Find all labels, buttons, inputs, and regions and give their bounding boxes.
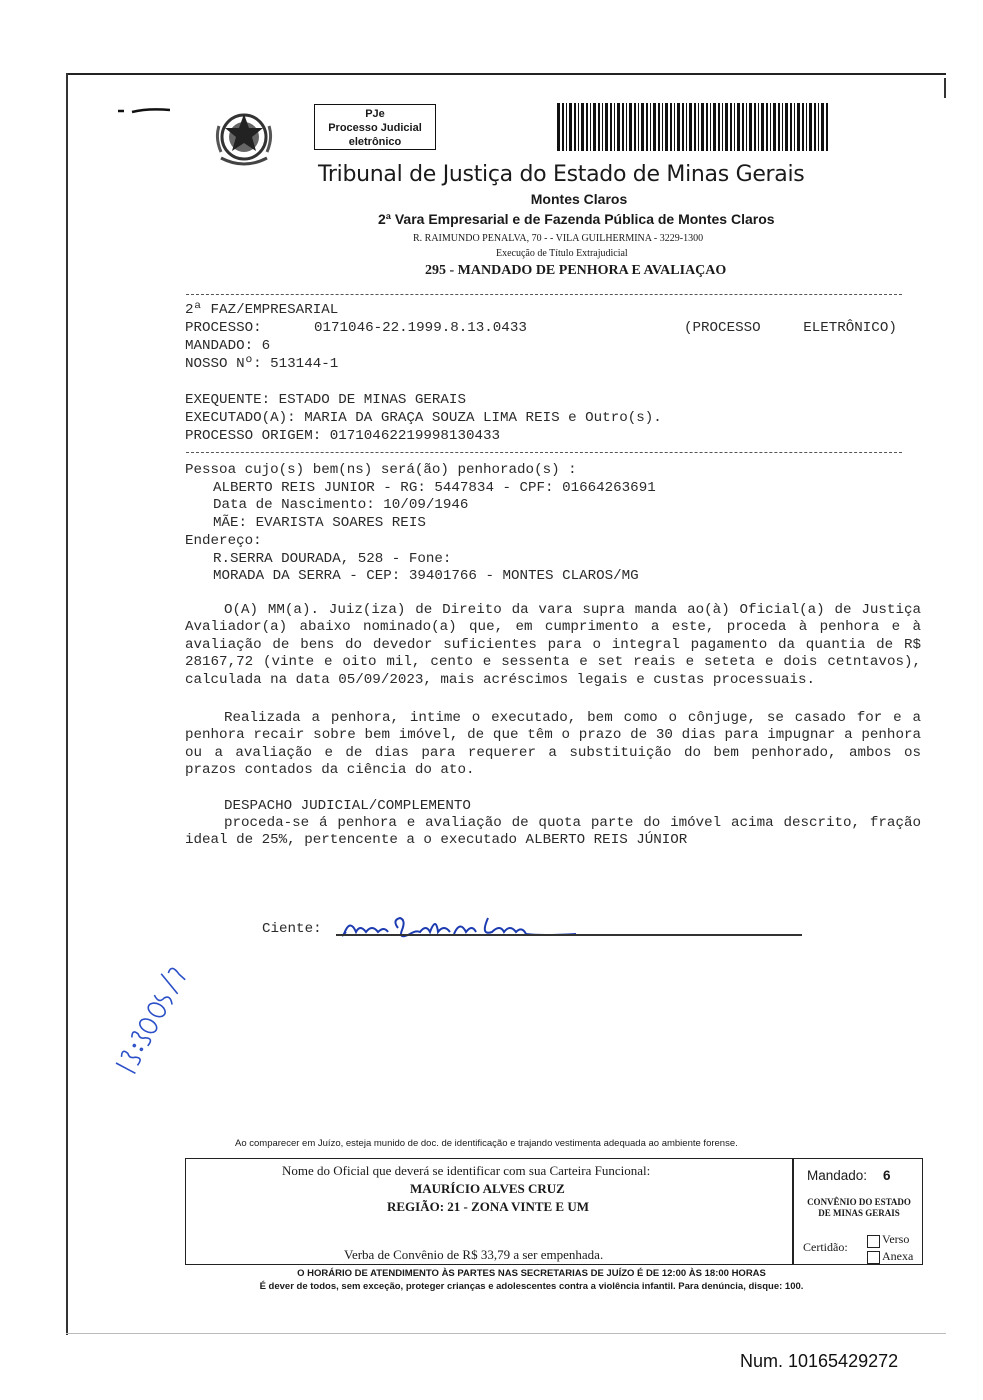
barcode-bar: [782, 103, 783, 151]
barcode-bar: [598, 103, 600, 151]
scan-mark: [118, 108, 170, 114]
barcode-bar: [730, 103, 732, 151]
sheet-left-edge: [66, 73, 68, 1335]
barcode-bar: [622, 103, 624, 151]
barcode-bar: [650, 103, 651, 151]
pje-subtitle: Processo Judicial: [328, 122, 422, 134]
barcode-bar: [706, 103, 708, 151]
officer-box-divider: [792, 1158, 794, 1265]
execution-type: Execução de Título Extrajudicial: [496, 248, 628, 259]
barcode-bar: [658, 103, 660, 151]
divider: [186, 294, 902, 295]
barcode-bar: [694, 103, 696, 151]
processo-origem: PROCESSO ORIGEM: 01710462219998130433: [185, 428, 501, 444]
barcode-bar: [578, 103, 579, 151]
barcode-bar: [662, 103, 663, 151]
intimation-paragraph: Realizada a penhora, intime o executado, bem como o cônjuge, se casado for e a penhora recair sobre bem imóvel, de que têm o prazo de 30 dias para impugnar a penhora ou a avaliação e de dias para requerer a substituição do bem penhorado, ambos os prazos contados da ciência do ato.: [185, 710, 921, 779]
barcode-bar: [778, 103, 780, 151]
barcode-bar: [569, 103, 572, 151]
address-label: Endereço:: [185, 533, 262, 549]
barcode-bar: [766, 103, 768, 151]
barcode: [557, 103, 829, 151]
court-name: Tribunal de Justiça do Estado de Minas Gerais: [318, 162, 805, 187]
pje-title: PJe: [365, 108, 385, 120]
mandado-label: Mandado:: [807, 1168, 868, 1183]
barcode-bar: [562, 103, 564, 151]
forensic-attire-note: Ao comparecer em Juízo, esteja munido de doc. de identificação e trajando vestimenta adequada ao ambiente forense.: [235, 1138, 738, 1149]
page-number: Num. 10165429272: [740, 1351, 899, 1371]
pje-label-box: [314, 104, 436, 150]
anexa-checkbox[interactable]: [867, 1251, 880, 1264]
barcode-bar: [674, 103, 675, 151]
barcode-bar: [557, 103, 560, 151]
barcode-bar: [686, 103, 687, 151]
birth-date: Data de Nascimento: 10/09/1946: [213, 497, 469, 513]
address-street: R.SERRA DOURADA, 528 - Fone:: [213, 551, 452, 567]
barcode-bar: [761, 103, 764, 151]
barcode-bar: [725, 103, 728, 151]
mandado-number: MANDADO: 6: [185, 338, 271, 354]
verso-label: Verso: [882, 1232, 910, 1246]
vara-code: 2ª FAZ/EMPRESARIAL: [185, 302, 339, 318]
order-paragraph: O(A) MM(a). Juiz(iza) de Direito da vara supra manda ao(à) Oficial(a) de Justiça Avaliador(a) abaixo nominado(a) que, em cumprimento a este, proceda à penhora e à avaliação de bens do devedor suficientes para o integral pagamento da quantia de R$ 28167,72 (vinte e oito mil, cento e sessenta e set reais e seteta e dois cetntavos), calculada na data 05/09/2023, mais acréscimos legais e custas processuais.: [185, 602, 921, 688]
convenio-line-1: CONVÊNIO DO ESTADO: [807, 1197, 911, 1207]
barcode-bar: [646, 103, 648, 151]
handwritten-signature: [340, 906, 590, 946]
barcode-bar: [758, 103, 759, 151]
verba-convenio: Verba de Convênio de R$ 33,79 a ser empenhada.: [344, 1247, 604, 1262]
barcode-bar: [593, 103, 596, 151]
officer-region: REGIÃO: 21 - ZONA VINTE E UM: [387, 1199, 590, 1214]
anexa-label: Anexa: [882, 1249, 914, 1263]
child-protection-notice: É dever de todos, sem exceção, proteger crianças e adolescentes contra a violência infantil. Para denúncia, disque: 100.: [259, 1281, 804, 1292]
barcode-bar: [794, 103, 795, 151]
barcode-bar: [785, 103, 788, 151]
barcode-bar: [665, 103, 668, 151]
barcode-bar: [614, 103, 615, 151]
barcode-bar: [821, 103, 824, 151]
barcode-bar: [770, 103, 771, 151]
processo-type: (PROCESSO ELETRÔNICO): [684, 320, 897, 336]
court-address: R. RAIMUNDO PENALVA, 70 - - VILA GUILHERMINA - 3229-1300: [413, 233, 704, 244]
verso-checkbox[interactable]: [867, 1235, 880, 1248]
barcode-bar: [629, 103, 632, 151]
sheet-right-edge: [944, 78, 946, 98]
barcode-bar: [670, 103, 672, 151]
barcode-bar: [590, 103, 591, 151]
office-hours: O HORÁRIO DE ATENDIMENTO ÀS PARTES NAS SECRETARIAS DE JUÍZO É DE 12:00 ÀS 18:00 HORAS: [297, 1268, 766, 1279]
convenio-label: [797, 1197, 921, 1219]
sheet-bottom-edge: [66, 1333, 946, 1334]
address-city: MORADA DA SERRA - CEP: 39401766 - MONTES CLAROS/MG: [213, 568, 639, 584]
pje-subtitle-2: eletrônico: [348, 136, 402, 148]
ciente-label: Ciente:: [262, 921, 322, 937]
barcode-bar: [602, 103, 603, 151]
officer-name: MAURÍCIO ALVES CRUZ: [410, 1181, 565, 1196]
nosso-numero: NOSSO Nº: 513144-1: [185, 356, 339, 372]
divider: [186, 452, 902, 453]
coat-of-arms-icon: [213, 108, 275, 166]
barcode-bar: [626, 103, 627, 151]
barcode-bar: [638, 103, 639, 151]
processo-number: 0171046-22.1999.8.13.0433: [314, 320, 527, 336]
barcode-bar: [617, 103, 620, 151]
barcode-bar: [566, 103, 567, 151]
document-title: 295 - MANDADO DE PENHORA E AVALIAÇAO: [425, 263, 727, 278]
vara-name: 2ª Vara Empresarial e de Fazenda Pública de Montes Claros: [378, 211, 775, 227]
signature-line: [336, 934, 802, 936]
sheet-top-edge: [66, 73, 946, 75]
convenio-line-2: DE MINAS GERAIS: [818, 1208, 900, 1218]
mandado-value: 6: [883, 1168, 891, 1183]
barcode-bar: [574, 103, 576, 151]
processo-label: PROCESSO:: [185, 320, 262, 336]
certidao-label: Certidão:: [803, 1240, 848, 1254]
despacho-heading: DESPACHO JUDICIAL/COMPLEMENTO: [224, 798, 471, 814]
barcode-bar: [797, 103, 800, 151]
barcode-bar: [653, 103, 656, 151]
barcode-bar: [754, 103, 756, 151]
barcode-bar: [722, 103, 723, 151]
city-name: Montes Claros: [530, 191, 628, 207]
barcode-bar: [586, 103, 588, 151]
barcode-bar: [682, 103, 684, 151]
barcode-bar: [734, 103, 735, 151]
barcode-bar: [610, 103, 612, 151]
barcode-bar: [689, 103, 692, 151]
executado: EXECUTADO(A): MARIA DA GRAÇA SOUZA LIMA REIS e Outro(s).: [185, 410, 662, 426]
barcode-bar: [773, 103, 776, 151]
barcode-bar: [809, 103, 812, 151]
barcode-bar: [746, 103, 747, 151]
mother-name: MÃE: EVARISTA SOARES REIS: [213, 515, 426, 531]
barcode-bar: [749, 103, 752, 151]
barcode-bar: [814, 103, 816, 151]
despacho-text: proceda-se á penhora e avaliação de quota parte do imóvel acima descrito, fração ideal de 25%, pertencente a o executado ALBERTO REIS JÚNIOR: [185, 815, 921, 849]
barcode-bar: [806, 103, 807, 151]
barcode-bar: [737, 103, 740, 151]
barcode-bar: [790, 103, 792, 151]
barcode-bar: [742, 103, 744, 151]
barcode-bar: [581, 103, 584, 151]
barcode-bar: [634, 103, 636, 151]
barcode-bar: [818, 103, 819, 151]
barcode-bar: [677, 103, 680, 151]
person-heading: Pessoa cujo(s) bem(ns) será(ão) penhorado(s) :: [185, 462, 577, 478]
barcode-bar: [713, 103, 716, 151]
barcode-bar: [698, 103, 699, 151]
barcode-bar: [710, 103, 711, 151]
officer-label: Nome do Oficial que deverá se identificar com sua Carteira Funcional:: [282, 1163, 651, 1178]
barcode-bar: [605, 103, 608, 151]
person-name: ALBERTO REIS JUNIOR - RG: 5447834 - CPF: 01664263691: [213, 480, 656, 496]
handwritten-time-stamp: [96, 945, 206, 1075]
barcode-bar: [701, 103, 704, 151]
barcode-bar: [826, 103, 828, 151]
exequente: EXEQUENTE: ESTADO DE MINAS GERAIS: [185, 392, 466, 408]
barcode-bar: [718, 103, 720, 151]
barcode-bar: [802, 103, 804, 151]
barcode-bar: [641, 103, 644, 151]
